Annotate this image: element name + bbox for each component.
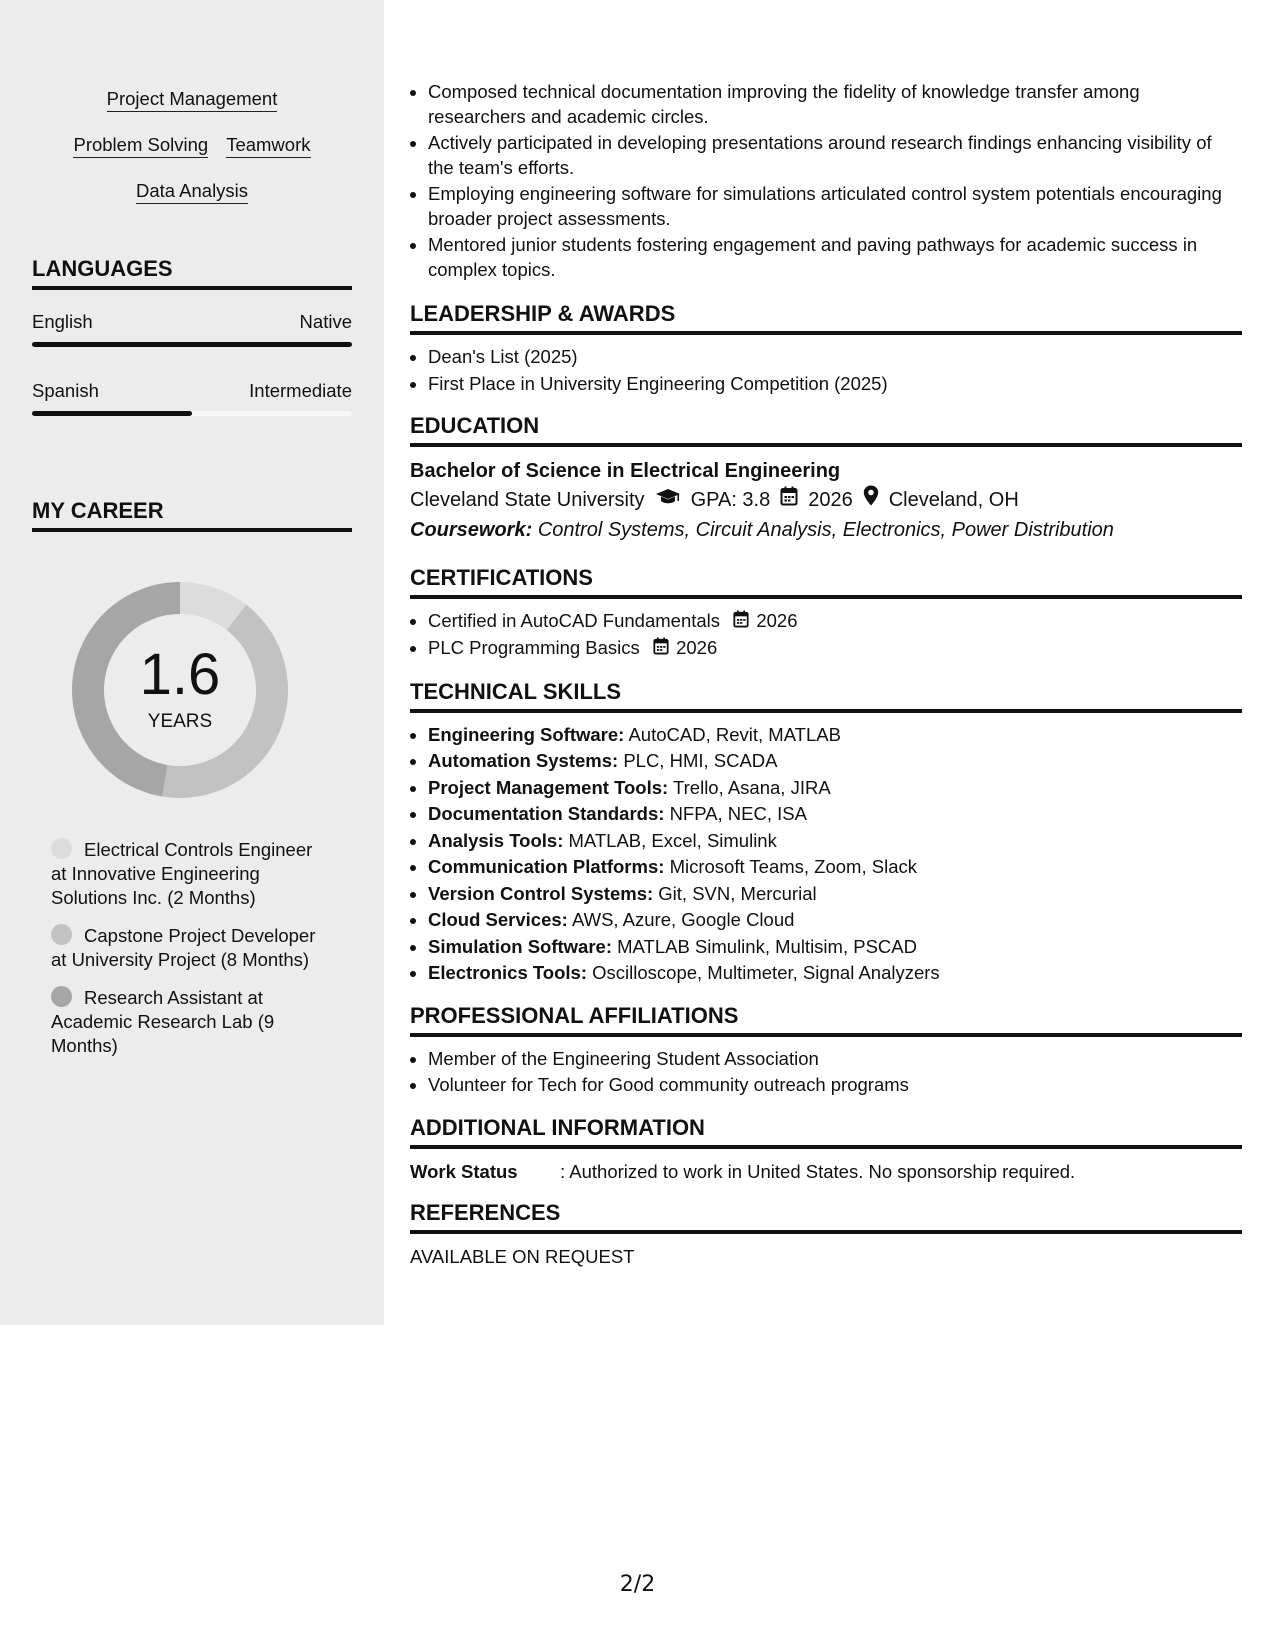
skill-value: MATLAB, Excel, Simulink	[568, 829, 777, 851]
school-location: Cleveland, OH	[888, 489, 1019, 511]
calendar-icon	[653, 637, 669, 662]
language-row	[32, 379, 352, 403]
skill-value: PLC, HMI, SCADA	[623, 750, 778, 772]
coursework-list: Control Systems, Circuit Analysis, Electronics, Power Distribution	[537, 519, 1114, 541]
skill-item	[428, 749, 1242, 774]
donut-center	[65, 575, 295, 805]
leadership-item: • First Place in University Engineering Competition (2025)	[428, 372, 1242, 397]
skill-value: Oscilloscope, Multimeter, Signal Analyzers	[592, 962, 940, 984]
certification-year: 2026	[756, 610, 798, 631]
career-donut-chart	[65, 575, 295, 805]
career-item-text: Electrical Controls Engineer at Innovative Engineering Solutions Inc. (2 Months)	[51, 839, 313, 908]
section-heading: ADDITIONAL INFORMATION	[410, 1113, 1242, 1149]
skill-row	[32, 178, 352, 204]
gpa: GPA: 3.8	[690, 489, 771, 511]
experience-bullet: • Mentored junior students fostering engagement and paving pathways for academic success in complex topics.	[428, 233, 1242, 282]
experience-bullet: • Actively participated in developing presentations around research findings enhancing visibility of the team's efforts.	[428, 131, 1242, 180]
career-item	[51, 986, 331, 1058]
main-column	[410, 0, 1242, 1270]
language-bar-fill	[32, 342, 352, 347]
skill-label: Simulation Software:	[428, 935, 612, 957]
skill-value: MATLAB Simulink, Multisim, PSCAD	[617, 935, 917, 957]
language-level: Intermediate	[249, 380, 352, 401]
school-name: Cleveland State University	[410, 489, 645, 511]
section-heading: REFERENCES	[410, 1198, 1242, 1234]
language-row	[32, 310, 352, 334]
section-heading: CERTIFICATIONS	[410, 563, 1242, 599]
skill-item	[428, 829, 1242, 854]
skill-label: Analysis Tools:	[428, 829, 564, 851]
section-heading: LEADERSHIP & AWARDS	[410, 299, 1242, 335]
skill-tag: Data Analysis	[136, 178, 248, 204]
skill-label: Documentation Standards:	[428, 803, 665, 825]
skill-label: Engineering Software:	[428, 723, 625, 745]
skill-item	[428, 882, 1242, 907]
work-status-row	[410, 1159, 1242, 1185]
skill-label: Automation Systems:	[428, 750, 619, 772]
language-bar	[32, 411, 352, 416]
work-status-label: Work Status	[410, 1160, 518, 1182]
skill-label: Communication Platforms:	[428, 856, 665, 878]
additional-info-section	[410, 1113, 1242, 1185]
graduation-year: 2026	[808, 489, 853, 511]
leadership-list	[410, 345, 1242, 396]
certification-item	[428, 636, 1242, 661]
calendar-icon	[733, 610, 749, 635]
skill-item	[428, 855, 1242, 880]
references-section	[410, 1198, 1242, 1270]
coursework-label: Coursework:	[410, 519, 533, 541]
certifications-section	[410, 563, 1242, 662]
certification-name: Certified in AutoCAD Fundamentals	[428, 610, 721, 631]
career-total-value: 1.6	[139, 642, 221, 707]
technical-skills-list	[410, 723, 1242, 986]
skill-value: NFPA, NEC, ISA	[669, 803, 807, 825]
career-total-unit: YEARS	[147, 711, 213, 732]
skill-tag: Teamwork	[226, 132, 310, 158]
education-meta	[410, 485, 1242, 515]
section-heading: TECHNICAL SKILLS	[410, 677, 1242, 713]
language-bar-fill	[32, 411, 192, 416]
experience-bullets	[410, 80, 1242, 282]
skill-row	[32, 132, 352, 158]
affiliations-list	[410, 1047, 1242, 1098]
affiliation-item: • Volunteer for Tech for Good community outreach programs	[428, 1073, 1242, 1098]
skill-item	[428, 961, 1242, 986]
calendar-icon	[780, 485, 798, 515]
skill-label: Cloud Services:	[428, 909, 568, 931]
education-section	[410, 411, 1242, 545]
skill-item	[428, 935, 1242, 960]
skill-label: Version Control Systems:	[428, 882, 654, 904]
leadership-section	[410, 299, 1242, 396]
languages-list	[32, 310, 352, 448]
language-level: Native	[299, 311, 352, 332]
references-text: AVAILABLE ON REQUEST	[410, 1245, 635, 1267]
skill-item	[428, 802, 1242, 827]
skill-row	[32, 86, 352, 112]
experience-bullet: • Composed technical documentation improving the fidelity of knowledge transfer among researchers and academic circles.	[428, 80, 1242, 129]
career-list	[51, 838, 331, 1072]
language-name: English	[32, 311, 93, 332]
skill-item	[428, 776, 1242, 801]
career-dot	[51, 838, 72, 859]
sidebar	[0, 0, 384, 1325]
career-item-text: Capstone Project Developer at University Project (8 Months)	[51, 925, 316, 970]
languages-heading: LANGUAGES	[32, 254, 352, 290]
career-item	[51, 838, 331, 910]
career-item	[51, 924, 331, 972]
skill-label: Project Management Tools:	[428, 776, 669, 798]
language-bar	[32, 342, 352, 347]
certifications-list	[410, 609, 1242, 662]
language-item	[32, 379, 352, 416]
skill-value: AutoCAD, Revit, MATLAB	[628, 723, 841, 745]
certification-item	[428, 609, 1242, 634]
language-item	[32, 310, 352, 347]
leadership-item: • Dean's List (2025)	[428, 345, 1242, 370]
technical-skills-section	[410, 677, 1242, 986]
affiliations-section	[410, 1001, 1242, 1098]
graduation-cap-icon	[655, 485, 681, 515]
location-pin-icon	[863, 485, 879, 515]
skill-value: AWS, Azure, Google Cloud	[571, 909, 795, 931]
experience-bullet: • Employing engineering software for simulations articulated control system potentials encouraging broader project assessments.	[428, 182, 1242, 231]
skill-value: Microsoft Teams, Zoom, Slack	[669, 856, 917, 878]
skill-item	[428, 908, 1242, 933]
affiliation-item: • Member of the Engineering Student Association	[428, 1047, 1242, 1072]
coursework	[410, 515, 1242, 545]
skill-tag: Project Management	[107, 86, 278, 112]
certification-name: PLC Programming Basics	[428, 637, 640, 659]
work-status-value: : Authorized to work in United States. No sponsorship required.	[560, 1160, 1076, 1182]
career-dot	[51, 986, 72, 1007]
page-number: 2/2	[619, 1572, 656, 1597]
section-heading: EDUCATION	[410, 411, 1242, 447]
skill-value: Trello, Asana, JIRA	[673, 776, 831, 798]
language-name: Spanish	[32, 380, 99, 401]
career-dot	[51, 924, 72, 945]
skill-label: Electronics Tools:	[428, 962, 587, 984]
certification-year: 2026	[676, 637, 718, 659]
skill-tag: Problem Solving	[73, 132, 208, 158]
section-heading: PROFESSIONAL AFFILIATIONS	[410, 1001, 1242, 1037]
career-item-text: Research Assistant at Academic Research Lab (9 Months)	[51, 987, 275, 1056]
skill-value: Git, SVN, Mercurial	[658, 882, 817, 904]
degree-title: Bachelor of Science in Electrical Engineering	[410, 460, 841, 482]
skill-item	[428, 723, 1242, 748]
career-heading: MY CAREER	[32, 496, 352, 532]
skills-cloud	[32, 86, 352, 224]
